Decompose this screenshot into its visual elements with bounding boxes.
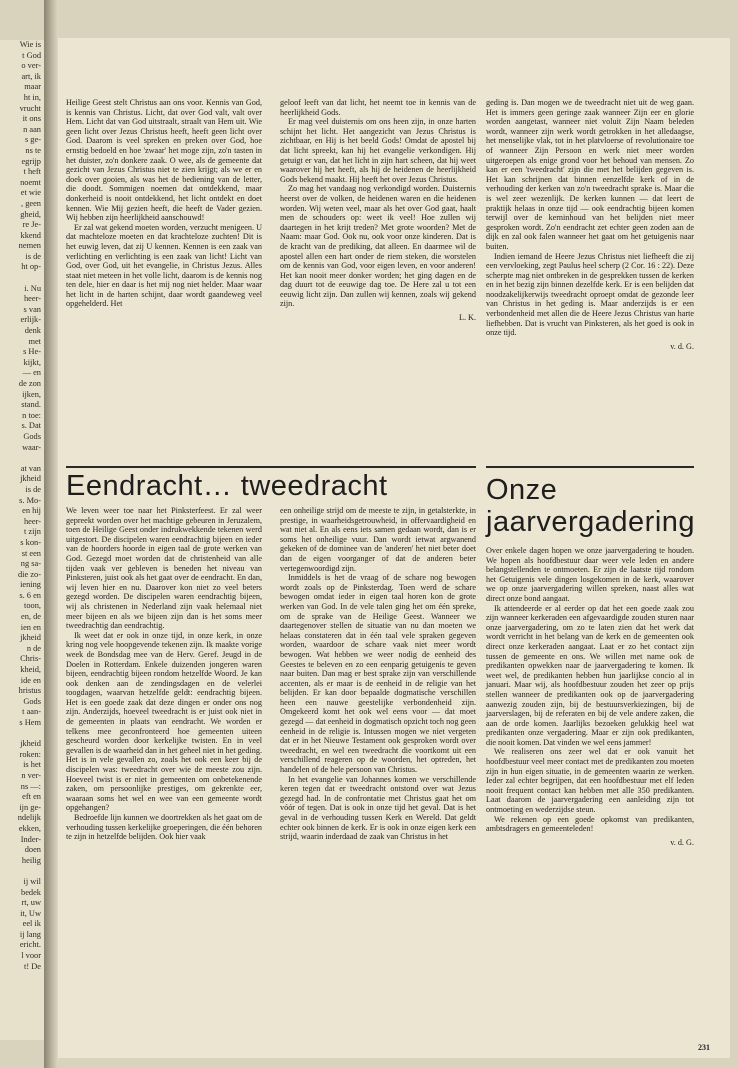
prev-page-fragment: n toe: <box>22 410 41 420</box>
prev-page-fragment: ij wil <box>23 876 41 886</box>
prev-page-fragment: Inder- <box>20 834 41 844</box>
prev-page-fragment: is de <box>25 484 41 494</box>
paragraph: Bedroefde lijn kunnen we doortrekken als het gaat om de verhouding tussen kerkelijke groeperingen, die één behoren te zijn in hetzelfde belijden. Ook hier vaak <box>66 813 262 842</box>
prev-page-fragment: et wie <box>20 188 41 198</box>
prev-page-fragment: eft en <box>22 792 41 802</box>
prev-page-fragment: t God <box>22 50 41 60</box>
prev-page-fragment: i. Nu <box>24 283 41 293</box>
prev-page-fragment: toon, <box>24 601 41 611</box>
author-signature: v. d. G. <box>670 341 694 351</box>
prev-page-fragment: kheid, <box>20 665 41 675</box>
prev-page-fragment: ericht. <box>19 940 41 950</box>
prev-page-fragment: kkend <box>20 230 41 240</box>
prev-page-fragment: s. Dat <box>21 421 41 431</box>
paragraph: Inmiddels is het de vraag of de schare nog bewogen wordt zoals op de Pinksterdag. Toen werd de schare bewogen omdat ieder in eigen taal horen kon de grote werken van God. In de vele talen ging het om één spreke, om de sprake van de Heilige Geest. Wanneer we daartegenover stellen de situatie van nu dan moeten we helaas constateren dat in één taal vele spraken gegeven worden, waardoor de schare vaak niet meer wordt bewogen. Wat hebben we weer nodig de eenheid des Geestes te beleven en zo een eenparig getuigenis te geven naar buiten. Dan mag er best sprake zijn van verschillende accenten, als er maar is de eenheid in de religie van het belijden. Er kan door bepaalde dogmatische verschillen heen een nauwe geestelijke verbondenheid zijn. Omgekeerd komt het ook wel eens voor — dat moet gezegd — dat eenheid in dogmatisch opzicht toch nog geen eenheid in de religie is. Intussen mogen we niet vergeten dat er in het Nieuwe Testament ook gesproken wordt over tweedracht, en wel een tweedracht die voortkomt uit een verschillend reageren op de woorden, het optreden, het handelen of de hele persoon van Christus. <box>280 573 476 775</box>
paragraph: een onheilige strijd om de meeste te zijn, in getalsterkte, in prestige, in waarheidsgetrouwheid, in offervaardigheid en wat niet al. En als eens iets samen gedaan wordt, dan is er soms het onheilige vuur. Dan wordt ietwat argwanend gekeken of de dominee van de 'anderen' het niet beter doet dan de eigen voorganger of dat de anderen beter vertegenwoordigd zijn. <box>280 506 476 573</box>
paragraph: Over enkele dagen hopen we onze jaarvergadering te houden. We hopen als hoofdbestuur daar weer vele leden en andere belangstellenden te ontmoeten. Er zijn de laatste tijd rondom het Getuigenis vele dingen losgekomen in de kerk, waarover we op onze jaarvergadering willen spreken, naast alles wat direct onze bond aangaat. <box>486 546 694 603</box>
paragraph: Ik weet dat er ook in onze tijd, in onze kerk, in onze kring nog vele hoopgevende tekenen zijn. Ik maakte vorige week de Bondsdag mee van de Herv. Geref. Jeugd in de Doelen in Rotterdam. Enkele duizenden jongeren waren bijeen, eendrachtig bijeen rondom hetzelfde Woord. Je kan ook denken aan de zendingsdagen en de velerlei toogdagen, waarvan hetzelfde geldt: eendrachtig bijeen. Het is een goede zaak dat deze dingen er onder ons nog zijn. Anderzijds, hoeveel tweedracht is er juist ook niet in de gemeenten in plaats van eendracht. We worden er telkens mee geconfronteerd hoe gemeenten uiteen gescheurd worden door kerkelijke twisten. En in veel gevallen is de waarheid dan in het geheel niet in het geding. Het is in vele gevallen zo, zoals het ook een keer bij de discipelen was: tweedracht over wie de meeste zou zijn. Hoeveel twist is er niet in gemeenten om onbetekenende zaken, om persoonlijke prestiges, om gekrenkte eer, waaraan soms het wel en wee van een gemeente wordt opgehangen? <box>66 630 262 813</box>
prev-page-fragment: jkheid <box>20 739 41 749</box>
paragraph: We realiseren ons zeer wel dat er ook vanuit het hoofdbestuur veel meer contact met de predikanten zou moeten zijn in hun eigen situatie, in de gemeenten waarin ze werken. Ieder zal echter begrijpen, dat een hoofdbestuur met elf leden nooit frequent contact kan hebben met alle 350 predikanten. Laat daarom de jaarvergadering een aanleiding zijn tot ontmoeting en wederzijdse steun. <box>486 747 694 815</box>
prev-page-fragment: heer- <box>23 516 41 526</box>
prev-page-fragment: ien en <box>20 622 41 632</box>
prev-page-fragment: ijn ge- <box>19 802 41 812</box>
prev-page-fragment: Wie is <box>19 40 41 49</box>
article2-column-1 <box>66 506 262 842</box>
prev-page-fragment: de zon <box>18 379 41 388</box>
paragraph: We rekenen op een goede opkomst van predikanten, ambtsdragers en gemeenteleden! <box>486 814 694 834</box>
paragraph: Heilige Geest stelt Christus aan ons voor. Kennis van God, is kennis van Christus. Licht, dat over God valt, valt over Hem. Licht dat van God uitstraalt, straalt van Hem uit. Wie geen licht over Jezus Christus heeft, heeft geen licht over God. Daarom is veel spreken en preken over God, hoe ernstig bedoeld en hoe 'zwaar' het moge zijn, zo'n tasten in het duister, zo'n donkere zaak. O wee, als de gemeente dat gezicht van Jezus Christus niet te zien krijgt; als we er en doek over gooien, als was het de bediening van de letter, die doodt. Sommigen noemen dat ontdekkend, maar donkerheid is nooit ontdekkend, het licht ontdekt en doet kennen. Wie Mij gezien heeft, die heeft de Vader gezien. Wij hebben zijn heerlijkheid aanschouwd! <box>66 98 262 223</box>
paragraph: geding is. Dan mogen we de tweedracht niet uit de weg gaan. Het is immers geen geringe zaak wanneer Zijn eer en glorie worden aangetast, wanneer niet voluit Zijn Naam beleden wordt, wanneer zijn werk wordt getrokken in het alledaagse, het menselijke vlak, tot in het platvloerse of revolutionaire toe of wanneer Zijn Persoon en werk niet meer worden uitgeroepen als enige grond voor het behoud van mensen. Zo kan er een 'tweedracht' zijn die met het belijden gegeven is. Het kan schrijnen dat binnen eenzelfde kerk of in de verhouding der kerken van zo'n tweedracht sprake is. Maar die is wel zeer wezenlijk. De kerken kunnen — dat leert de praktijk helaas in onze tijd — ook eendrachtig bijeen komen terwijl over de kerninhoud van het belijden niet meer gesproken wordt. Zo'n eendracht zet echter geen zoden aan de dijk en zal ook falen wanneer het gaat om het getuigenis naar buiten. <box>486 98 694 251</box>
prev-page-fragment: t aan- <box>22 707 41 717</box>
prev-page-fragment: s Hem <box>19 718 41 727</box>
prev-page-fragment: Gods <box>23 431 41 441</box>
prev-page-fragment: — en <box>22 368 41 378</box>
prev-page-fragment: en, de <box>21 612 41 622</box>
article2-column-2 <box>280 506 476 842</box>
section-rule <box>486 466 694 468</box>
prev-page-fragment: egrijp <box>21 156 41 166</box>
magazine-page <box>58 38 730 1058</box>
prev-page-fragment: t heft <box>23 167 41 177</box>
paragraph: We leven weer toe naar het Pinksterfeest. Er zal weer gepreekt worden over het machtige gebeuren in Jeruzalem, toen de Heilige Geest onder indrukwekkende tekenen werd uitgestort. De discipelen waren eendrachtig bijeen en ieder van de hoorders hoorde in eigen taal de grote werken van God. Gezegd moet worden dat de christenheid van alle tijden vaak ver gebleven is beneden het niveau van Pinksteren, juist ook als het gaat over de eendracht. En dan, wij leven hier en nu. Daarover kon niet zo veel beters gezegd worden. De discipelen waren eendrachtig bijeen, wij als christenen in Nederland zijn vaak helemaal niet meer bijeen en als we bijeen zijn dan is het soms meer tweedrachtig dan eendrachtig. <box>66 506 262 631</box>
author-signature: v. d. G. <box>670 837 694 847</box>
prev-page-fragment: t zijn <box>24 527 41 537</box>
prev-page-fragment: ns —: <box>20 781 41 791</box>
prev-page-fragment: s. 6 en <box>19 590 41 600</box>
prev-page-fragment: waar- <box>22 442 41 452</box>
prev-page-fragment: ide en <box>20 675 41 685</box>
prev-page-fragment: vrucht <box>19 103 41 113</box>
prev-page-fragment: jkheid <box>20 633 41 643</box>
title-line: Onze <box>486 474 558 506</box>
section-rule <box>66 466 476 468</box>
prev-page-fragment <box>0 866 44 877</box>
article-title-jaarvergadering <box>486 474 695 538</box>
prev-page-fragment: st een <box>21 548 41 558</box>
prev-page-fragment: n aan <box>23 124 41 134</box>
prev-page-fragment: n de <box>26 643 41 653</box>
prev-page-fragment: l voor <box>21 951 41 961</box>
prev-page-fragment: at van <box>20 463 41 473</box>
top-column-2 <box>280 98 476 323</box>
prev-page-fragment: iening <box>20 580 41 590</box>
prev-page-fragment: kijkt, <box>23 357 41 367</box>
prev-page-fragment: s He- <box>23 347 41 357</box>
prev-page-fragment: t! De <box>24 961 41 971</box>
page-number: 231 <box>698 1043 710 1052</box>
paragraph: Er mag veel duisternis om ons heen zijn, in onze harten schijnt het licht. Het aangezicht van Jezus Christus is zichtbaar, en Hij is het beeld Gods! Omdat de apostel bij dat licht spreekt, kan hij het evangelie verkondigen. Hij getuigt er van, dat het licht in zijn hart scheen, dat hij weet waarover hij het heeft, als hij de heidenen de heerlijkheid Gods bekend maakt. Hij heeft het over Jezus Christus. <box>280 117 476 184</box>
prev-page-fragment: ht op- <box>21 262 41 272</box>
prev-page-fragment: it ons <box>22 114 41 124</box>
prev-page-fragment: eel ik <box>22 919 41 929</box>
prev-page-fragment: Chris- <box>20 654 41 664</box>
prev-page-fragment: denk <box>24 326 41 336</box>
top-column-1 <box>66 98 262 309</box>
prev-page-fragment: noemt <box>20 177 41 187</box>
prev-page-fragment: nemen <box>18 241 41 251</box>
article-title-eendracht: Eendracht… tweedracht <box>66 470 388 502</box>
prev-page-fragment: doen <box>24 845 41 855</box>
prev-page-fragment: jkheid <box>20 474 41 484</box>
title-line: jaarvergadering <box>486 506 696 538</box>
prev-page-fragment: s. Mo- <box>19 495 41 505</box>
prev-page-fragment: heilig <box>21 855 41 865</box>
prev-page-fragment: ekken, <box>18 823 41 833</box>
prev-page-fragment: ndelijk <box>17 813 41 823</box>
prev-page-fragment: n ver- <box>21 770 41 780</box>
prev-page-fragment: ijken, <box>22 389 41 399</box>
article3-column <box>486 546 694 847</box>
prev-page-fragment: bedek <box>21 887 41 897</box>
prev-page-fragment <box>0 453 44 464</box>
prev-page-fragment: is de <box>25 251 41 261</box>
prev-page-fragment: ht in, <box>23 92 41 102</box>
prev-page-fragment: heer- <box>23 294 41 304</box>
prev-page-fragment: ng sa- <box>20 559 41 569</box>
prev-page-fragment: o ver- <box>21 61 41 71</box>
prev-page-fragment: it, Uw <box>20 908 41 918</box>
prev-page-fragment: roken: <box>19 749 41 759</box>
prev-page-fragment: , geen <box>21 198 41 208</box>
prev-page-fragment <box>0 273 44 284</box>
prev-page-fragment: s ge- <box>24 135 41 145</box>
top-column-3 <box>486 98 694 351</box>
prev-page-fragment: met <box>28 336 41 346</box>
prev-page-fragment: en hij <box>22 506 41 516</box>
prev-page-fragment: stand. <box>21 400 41 410</box>
page-gutter <box>44 0 58 1068</box>
prev-page-fragment: Gods <box>23 696 41 706</box>
prev-page-fragment: s van <box>23 304 41 314</box>
previous-page-edge <box>0 40 45 1040</box>
prev-page-fragment: die zo- <box>17 569 41 579</box>
paragraph: Ik attendeerde er al eerder op dat het een goede zaak zou zijn wanneer kerkeraden een afgevaardigde zouden sturen naar onze jaarvergadering, om zo te laten zien dat het werk dat wordt verricht in het belang van de kerk en de gemeenten ook direct onze kerkeraden aangaat. Laat er zo het contact zijn tussen de gemeente en ons. We willen met name ook de predikanten opwekken naar de jaarvergadering te komen. Ik weet wel, de predikanten hebben hun jaarlijkse concio al in januari. Maar wij, als hoofdbestuur zouden het zeer op prijs stellen wanneer de predikanten ook op de jaarvergadering aanwezig zouden zijn, bij de bestuursverkiezingen, bij de jaarverslagen, bij de referaten en bij de vele andere zaken, die aan de orde komen. Jaarlijks bezoeken gelukkig heel wat predikanten onze vergadering. Maar er zijn ook predikanten, die nooit komen. Dat vinden we wel eens jammer! <box>486 603 694 747</box>
prev-page-fragment: erlijk- <box>20 315 41 325</box>
paragraph: Er zal wat gekend moeten worden, verzucht menigeen. U dat machteloze moeten en dat krachteloze zuchten! Dit is het euwig leven, dat zij U kennen. Kennen is een zaak van verlichting en verlichting is een zaak van licht! Licht van God, over God, uit het evangelie, in Christus Jezus. Alles staat niet meteen in het volle licht, daarom is de kennis nog ten dele, hier en daar is het mij nog niet helder. Maar waar het licht in de harten schijnt, daar wordt gaandeweg veel opgehelderd. Het <box>66 222 262 309</box>
prev-page-fragment: s kon- <box>20 537 41 547</box>
prev-page-fragment: maar <box>24 82 41 92</box>
prev-page-fragment: hristus <box>18 686 41 696</box>
prev-page-fragment: gheid, <box>20 209 41 219</box>
paragraph: Zo mag het vandaag nog verkondigd worden. Duisternis heerst over de volken, de heidenen waren en die heidenen worden. Wij weten veel, maar als het over God gaat, haalt men de schouders op: weet ik veel! Hoe zullen wij daartegen in het krijt treden? Met grote woorden? Met de Naam: maar God. Ook nu, ook voor onze kinderen. Dat is de kracht van de prediking, dat alleen. En daarmee wil de apostel allen een hart onder de riem steken, die worstelen om de kennis van God, voor eigen leven, en voor anderen! Het kan nooit meer donker worden; het ging dagen en de dag duurt tot de eeuwige dag toe. De Here zal u tot een eeuwig licht zijn. Dan zullen wij kennen, zoals wij gekend zijn. <box>280 184 476 309</box>
prev-page-fragment: ij lang <box>19 929 41 939</box>
author-signature: L. K. <box>458 313 476 323</box>
prev-page-fragment: rt, uw <box>21 898 41 908</box>
paragraph: geloof leeft van dat licht, het neemt toe in kennis van de heerlijkheid Gods. <box>280 98 476 117</box>
prev-page-fragment: art, ik <box>21 71 41 81</box>
prev-page-fragment: is het <box>23 760 41 770</box>
prev-page-fragment: ns te <box>25 145 41 155</box>
paragraph: In het evangelie van Johannes komen we verschillende keren tegen dat er tweedracht ontstond over wat Jezus gezegd had. In de confrontatie met Christus gaat het om vóór of tegen. Dat is ook in onze tijd het geval. Dat is het geval in de verhouding tussen Kerk en Wereld. Dat geldt echter ook binnen de kerk. Er is ook in onze eigen kerk een strijd, waarin inderdaad de zaak van Christus in het <box>280 774 476 842</box>
paragraph: Indien iemand de Heere Jezus Christus niet liefheeft die zij een vervloeking, zegt Paulus heel scherp (2 Cor. 16 : 22). Deze scherpte mag niet ontbreken in de gesprekken tussen de kerken en in het bezig zijn binnen dezelfde kerk. Er is een belijden dat noodzakelijkerwijs tweedracht oproept omdat de gezonde leer van Christus in het geding is. Maar anderzijds is er een verbondenheid met allen die de Heere Jezus Christus van harte liefhebben. Dat is vrucht van Pinksteren, als het goed is ook in onze tijd. <box>486 251 694 338</box>
prev-page-fragment <box>0 729 44 740</box>
prev-page-fragment: re Je- <box>22 220 41 230</box>
